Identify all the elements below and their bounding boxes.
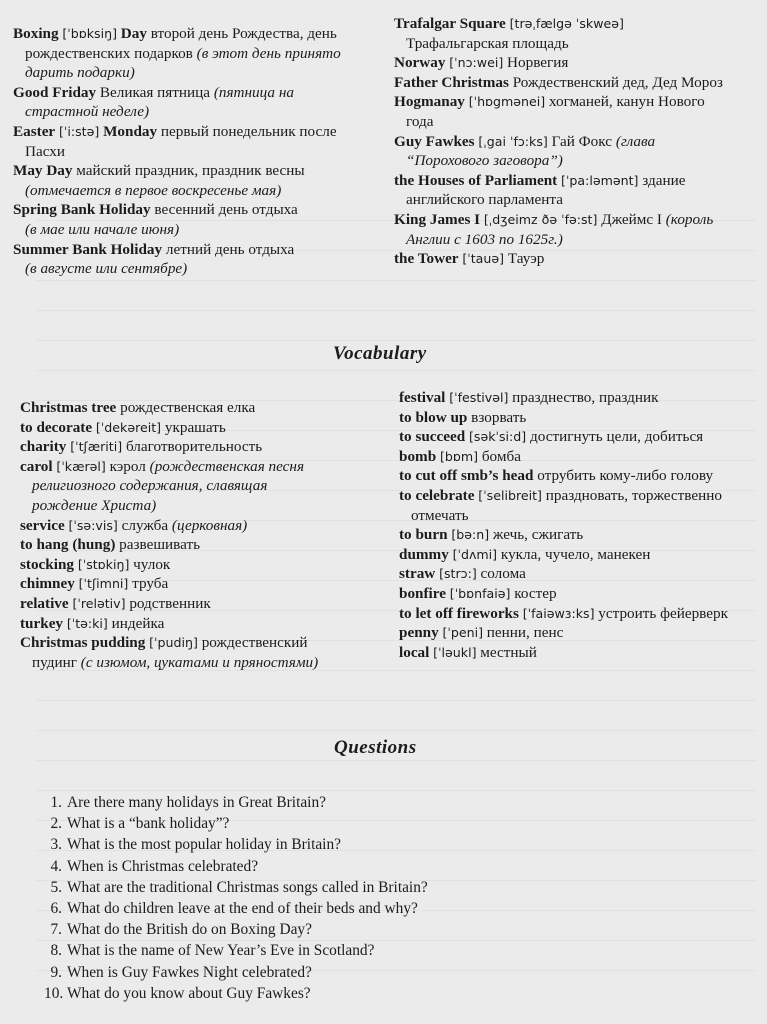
entry-transcription: [ˈləukl] (433, 644, 477, 660)
entry-term: bonfire (399, 584, 446, 602)
entry-translation: первый понедельник после (160, 122, 337, 140)
question-text: What is the most popular holiday in Britain? (67, 836, 341, 854)
entry-term: festival (399, 389, 446, 406)
entry-translation-continued: года (406, 112, 434, 130)
question-number: 6. (50, 900, 62, 918)
glossary-entry (399, 408, 761, 428)
glossary-entry (399, 545, 761, 565)
entry-note-continued: (в этот день принято (196, 44, 341, 62)
entry-translation: здание (642, 171, 686, 189)
entry-term: turkey (20, 614, 64, 632)
entry-translation: служба (121, 516, 169, 534)
entry-term: chimney (20, 575, 75, 593)
entry-transcription: [ˈnɔ:wei] (449, 55, 504, 71)
entry-term: Summer Bank Holiday (13, 240, 163, 258)
entry-note-continued: “Порохового заговора”) (406, 152, 563, 170)
entry-note-continued: дарить подарки) (25, 64, 135, 82)
question-item (44, 834, 484, 855)
entry-translation: жечь, сжигать (492, 526, 584, 544)
glossary-entry (394, 14, 764, 53)
entry-term: relative (20, 594, 69, 612)
glossary-entry (399, 604, 761, 624)
entry-transcription: [ˈbɒnfaiə] (449, 585, 511, 601)
question-item (44, 940, 484, 961)
entry-transcription: [ˈsə:vis] (68, 517, 118, 533)
entry-transcription: [ˈtʃæriti] (70, 439, 123, 455)
glossary-entry (20, 633, 390, 672)
question-item (44, 856, 484, 877)
entry-translation: рождественская елка (120, 399, 256, 416)
entry-translation: пенни, пенс (486, 624, 564, 642)
entry-transcription: [ˈi:stə] (58, 123, 100, 139)
bleed-through-line (36, 730, 756, 731)
entry-translation: Тауэр (507, 250, 545, 268)
entry-continuation (399, 506, 761, 526)
glossary-entry (399, 584, 761, 604)
entry-term: Easter (13, 122, 56, 140)
entry-term: stocking (20, 555, 75, 573)
entry-note: (рождественская песня (149, 457, 305, 475)
entry-term-continued: Monday (103, 122, 158, 140)
entry-translation: рождественский (201, 634, 308, 652)
question-item (44, 898, 484, 919)
entry-transcription: [ˈkærəl] (56, 458, 106, 474)
entry-continuation (13, 102, 388, 122)
entry-term: Boxing (13, 25, 59, 42)
entry-term: to cut off smb’s head (399, 467, 534, 485)
glossary-entry (399, 466, 761, 486)
entry-term: to celebrate (399, 486, 475, 504)
entry-translation: устроить фейерверк (598, 604, 728, 622)
entry-term: to let off fireworks (399, 604, 519, 622)
entry-note: (король (665, 210, 714, 228)
entry-translation: кукла, чучело, манекен (500, 545, 651, 563)
entry-continuation (394, 34, 764, 54)
question-text: Are there many holidays in Great Britain? (67, 794, 326, 811)
holiday-glossary-right (394, 14, 764, 269)
entry-transcription: [ˈpudiŋ] (149, 635, 198, 651)
entry-term: May Day (13, 162, 73, 180)
entry-translation: украшать (164, 418, 226, 436)
entry-note: (пятница на (213, 83, 294, 101)
entry-transcription: [ˈhɒgmənei] (468, 94, 546, 110)
entry-term: King James I (394, 210, 481, 228)
question-number: 3. (50, 836, 62, 854)
entry-term: to blow up (399, 408, 468, 426)
glossary-entry (394, 92, 764, 131)
entry-translation: хогманей, канун Нового (549, 93, 705, 111)
entry-note-continued: (отмечается в первое воскресенье мая) (25, 181, 282, 199)
questions-heading: Questions (334, 737, 417, 758)
question-text: What are the traditional Christmas songs called in Britain? (67, 878, 428, 896)
entry-term: Christmas pudding (20, 634, 146, 652)
glossary-entry (399, 564, 761, 584)
bleed-through-line (36, 340, 756, 341)
question-number: 1. (50, 794, 62, 811)
questions-list (44, 792, 484, 1004)
glossary-entry (399, 623, 761, 643)
entry-note: (глава (615, 132, 656, 150)
glossary-entry (20, 574, 390, 594)
entry-transcription: [bə:n] (451, 527, 490, 543)
entry-translation-continued: Пасхи (25, 142, 65, 160)
entry-term: Spring Bank Holiday (13, 201, 151, 219)
entry-translation: взорвать (471, 408, 527, 426)
entry-transcription: [bɒm] (439, 448, 479, 464)
question-text: When is Guy Fawkes Night celebrated? (67, 963, 312, 981)
entry-term: Norway (394, 54, 446, 72)
entry-transcription: [ˈtʃimni] (78, 576, 129, 592)
question-text: What is the name of New Year’s Eve in Scotland? (67, 942, 375, 960)
entry-translation: достигнуть цели, добиться (530, 428, 704, 446)
glossary-entry (394, 210, 764, 249)
entry-continuation (13, 259, 388, 279)
question-item (44, 919, 484, 940)
entry-continuation (394, 151, 764, 171)
question-text: When is Christmas celebrated? (67, 857, 259, 875)
glossary-entry (20, 516, 390, 536)
entry-continuation (13, 44, 388, 64)
entry-transcription: [səkˈsi:d] (469, 429, 527, 445)
entry-note-continued: (в августе или сентябре) (25, 260, 188, 278)
entry-transcription: [ˈtauə] (462, 251, 505, 267)
glossary-entry (20, 457, 390, 516)
entry-term: Guy Fawkes (394, 132, 475, 150)
entry-continuation (13, 220, 388, 240)
entry-translation: труба (132, 575, 169, 593)
glossary-entry (399, 643, 761, 663)
entry-translation: Рождественский дед, Дед Мороз (512, 73, 723, 91)
glossary-entry (20, 437, 390, 457)
entry-transcription: [ˈpeni] (442, 625, 483, 641)
question-item (44, 792, 484, 813)
glossary-entry (13, 240, 388, 279)
entry-continuation (13, 181, 388, 201)
bleed-through-line (36, 760, 756, 761)
entry-translation: второй день Рождества, день (150, 25, 337, 42)
glossary-entry (399, 525, 761, 545)
entry-term: service (20, 516, 65, 534)
entry-translation: майский праздник, праздник весны (76, 162, 305, 180)
glossary-entry (399, 388, 761, 408)
entry-note-continued: рождение Христа) (32, 496, 157, 514)
entry-translation-continued: Трафальгарская площадь (406, 34, 569, 52)
question-number: 7. (50, 921, 62, 939)
entry-continuation (394, 112, 764, 132)
glossary-entry (394, 73, 764, 93)
entry-translation: Норвегия (507, 54, 569, 72)
entry-continuation (13, 142, 388, 162)
entry-continuation (13, 63, 388, 83)
entry-term: Trafalgar Square (394, 15, 506, 32)
glossary-entry (399, 486, 761, 525)
entry-translation-continued: английского парламента (406, 191, 563, 209)
entry-translation: Гай Фокс (551, 132, 613, 150)
entry-term: to hang (hung) (20, 536, 116, 554)
entry-transcription: [ˈdʌmi] (452, 546, 498, 562)
entry-translation: местный (480, 643, 537, 661)
entry-term: Good Friday (13, 83, 97, 101)
entry-term: to burn (399, 526, 448, 544)
entry-transcription: [ˈtə:ki] (66, 615, 108, 631)
entry-translation: празднество, праздник (512, 389, 659, 406)
glossary-entry (20, 594, 390, 614)
entry-transcription: [strɔ:] (439, 566, 477, 582)
glossary-entry (13, 122, 388, 161)
entry-translation: Великая пятница (99, 83, 211, 101)
glossary-entry (394, 53, 764, 73)
entry-continuation (394, 190, 764, 210)
entry-transcription: [ˌgai ˈfɔ:ks] (478, 133, 548, 149)
vocabulary-list-left (20, 398, 390, 672)
question-number: 5. (50, 878, 62, 896)
question-number: 2. (50, 815, 62, 833)
entry-translation: весенний день отдыха (154, 201, 298, 219)
question-number: 8. (50, 942, 62, 960)
vocabulary-heading: Vocabulary (333, 343, 427, 364)
entry-term: the Tower (394, 250, 459, 268)
entry-term: Hogmanay (394, 93, 465, 111)
entry-term: bomb (399, 447, 437, 465)
question-text: What do the British do on Boxing Day? (67, 921, 312, 939)
entry-continuation (20, 496, 390, 516)
glossary-entry (394, 171, 764, 210)
entry-term: Father Christmas (394, 73, 509, 91)
entry-term: Christmas tree (20, 399, 117, 416)
glossary-entry (20, 535, 390, 555)
glossary-entry (399, 427, 761, 447)
entry-translation-continued: пудинг (32, 653, 77, 671)
question-number: 4. (50, 857, 62, 875)
entry-term: to decorate (20, 418, 93, 436)
entry-note-continued: Англии с 1603 по 1625г.) (406, 230, 563, 248)
question-text: What do you know about Guy Fawkes? (67, 984, 311, 1002)
glossary-entry (13, 200, 388, 239)
glossary-entry (20, 418, 390, 438)
entry-transcription: [ˈrelətiv] (72, 595, 126, 611)
entry-term: to succeed (399, 428, 466, 446)
entry-note-continued: (с изюмом, цукатами и пряностями) (80, 653, 319, 671)
glossary-entry (399, 447, 761, 467)
bleed-through-line (36, 790, 756, 791)
bleed-through-line (36, 310, 756, 311)
question-item (44, 962, 484, 983)
entry-transcription: [ˈdekəreit] (95, 419, 162, 435)
entry-translation: кэрол (109, 457, 146, 475)
entry-translation: родственник (129, 594, 211, 612)
entry-term: charity (20, 438, 67, 456)
entry-translation: индейка (111, 614, 165, 632)
bleed-through-line (36, 370, 756, 371)
entry-note-continued: (в мае или начале июня) (25, 220, 180, 238)
entry-translation-continued: рождественских подарков (25, 44, 193, 62)
question-text: What is a “bank holiday”? (67, 815, 230, 833)
glossary-entry (394, 132, 764, 171)
glossary-entry (20, 398, 390, 418)
entry-transcription: [ˈselibreit] (478, 487, 542, 503)
entry-translation: костер (514, 584, 557, 602)
entry-term: the Houses of Parliament (394, 171, 558, 189)
glossary-entry (13, 161, 388, 200)
entry-note: (церковная) (171, 516, 248, 534)
entry-translation: чулок (133, 555, 171, 573)
entry-translation: бомба (481, 447, 521, 465)
entry-transcription: [ˈpa:ləmənt] (561, 172, 639, 188)
entry-translation: праздновать, торжественно (545, 486, 722, 504)
entry-note-continued: религиозного содержания, славящая (32, 477, 268, 495)
question-item (44, 983, 484, 1004)
question-text: What do children leave at the end of their beds and why? (67, 900, 418, 918)
entry-term-continued: Day (120, 25, 147, 42)
entry-transcription: [ˈfestivəl] (449, 390, 509, 405)
entry-term: dummy (399, 545, 449, 563)
glossary-entry (394, 249, 764, 269)
entry-translation: летний день отдыха (165, 240, 295, 258)
entry-translation: благотворительность (125, 438, 263, 456)
entry-translation-continued: отмечать (411, 506, 469, 524)
question-number: 9. (50, 963, 62, 981)
entry-transcription: [ˌdʒeimz ðə ˈfə:st] (483, 211, 598, 227)
glossary-entry (13, 24, 388, 83)
glossary-entry (13, 83, 388, 122)
question-item (44, 877, 484, 898)
vocabulary-list-right (399, 388, 761, 662)
entry-transcription: [trəˌfælgə ˈskweə] (509, 16, 624, 31)
entry-continuation (20, 653, 390, 673)
entry-translation: Джеймс I (601, 210, 662, 228)
entry-translation: развешивать (119, 536, 201, 554)
entry-term: straw (399, 565, 436, 583)
entry-term: penny (399, 624, 439, 642)
entry-continuation (20, 476, 390, 496)
entry-transcription: [ˈbɒksiŋ] (62, 26, 117, 41)
glossary-entry (20, 555, 390, 575)
entry-continuation (394, 230, 764, 250)
bleed-through-line (36, 700, 756, 701)
entry-note-continued: страстной неделе) (25, 103, 150, 121)
bleed-through-line (36, 280, 756, 281)
glossary-entry (20, 614, 390, 634)
question-item (44, 813, 484, 834)
entry-term: local (399, 643, 430, 661)
entry-transcription: [ˈstɒkiŋ] (77, 556, 130, 572)
question-number: 10. (44, 984, 64, 1002)
entry-translation: отрубить кому-либо голову (537, 467, 714, 485)
entry-transcription: [ˈfaiəwɜ:ks] (522, 605, 595, 621)
entry-translation: солома (480, 565, 526, 583)
holiday-glossary-left (13, 24, 388, 279)
entry-term: carol (20, 457, 53, 475)
